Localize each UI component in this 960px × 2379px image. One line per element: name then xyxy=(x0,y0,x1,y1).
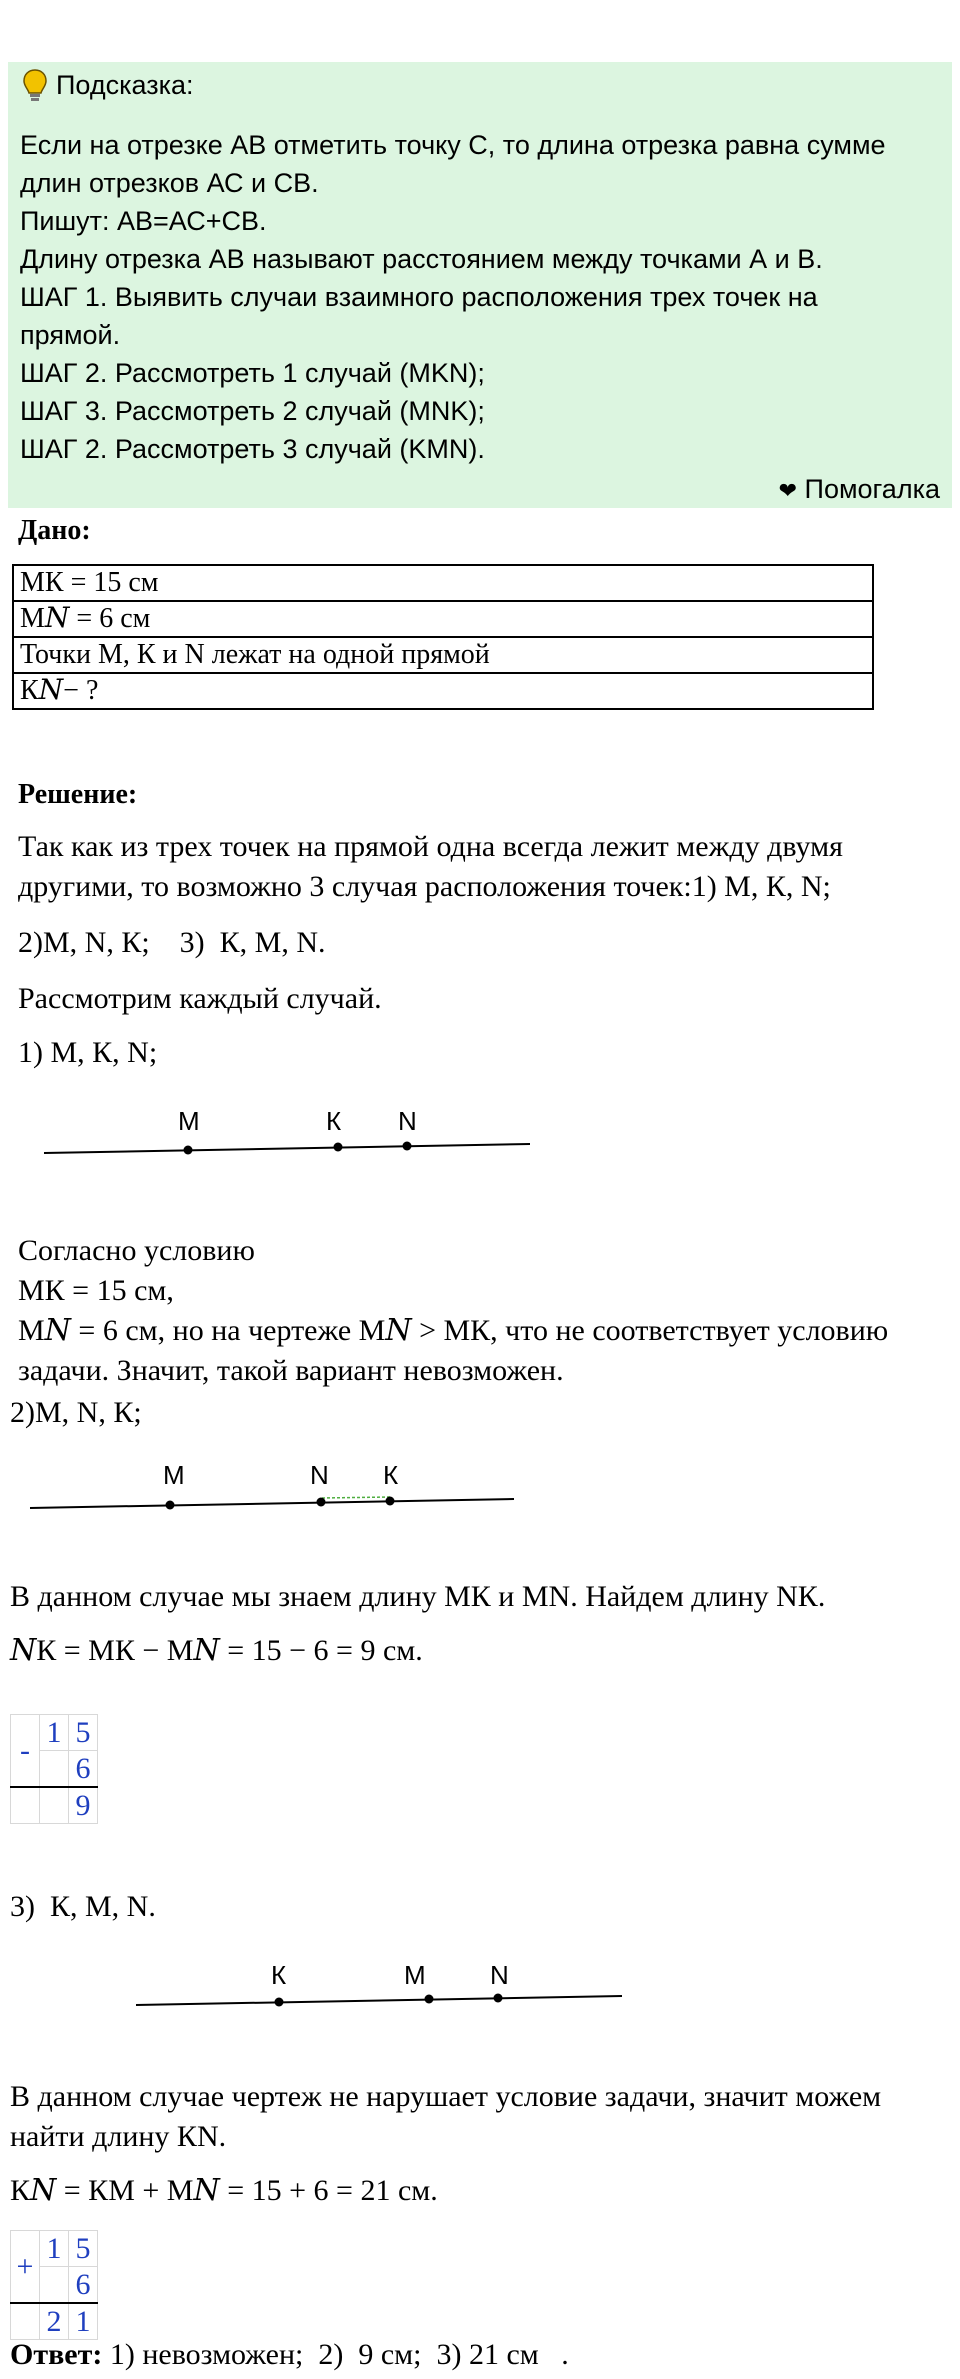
point-marker xyxy=(494,1994,503,2003)
solution-text: Рассмотрим каждый случай. xyxy=(18,982,382,1015)
point-label: К xyxy=(383,1460,399,1490)
point-marker xyxy=(334,1143,343,1152)
calc-digit: 6 xyxy=(69,1751,98,1788)
term-distance: расстоянием xyxy=(382,244,545,274)
step-label: ШАГ 2. xyxy=(20,358,108,388)
case3-line-diagram xyxy=(134,1950,634,2010)
point-marker xyxy=(425,1995,434,2004)
calc-digit: 5 xyxy=(69,2231,98,2267)
table-cell: К𝑁− ? xyxy=(13,673,873,709)
point-label: N xyxy=(490,1960,509,1990)
point-label: N xyxy=(398,1106,417,1136)
solution-text: МК = 15 см, xyxy=(18,1274,174,1307)
step-text: Рассмотреть 1 случай (MKN); xyxy=(107,358,485,388)
calc-digit: 2 xyxy=(40,2303,69,2340)
answer-text: 1) невозможен; 2) 9 см; 3) 21 см . xyxy=(102,2338,569,2371)
hint-step xyxy=(20,354,485,392)
case1-line-diagram xyxy=(40,1100,540,1160)
calc-digit: 6 xyxy=(69,2267,98,2304)
step-text: Рассмотреть 2 случай (MNK); xyxy=(107,396,485,426)
solution-text: Согласно условию xyxy=(18,1234,255,1267)
step-label: ШАГ 1. xyxy=(20,282,108,312)
case3-label: 3) К, М, N. xyxy=(10,1890,156,1923)
calc-digit: 5 xyxy=(69,1715,98,1751)
point-marker xyxy=(317,1498,326,1507)
solution-text: найти длину КN. xyxy=(10,2120,227,2153)
given-table xyxy=(12,564,874,710)
point-marker xyxy=(184,1146,193,1155)
hint-title: Подсказка: xyxy=(56,70,194,100)
case3-formula: К𝑁 = КМ + М𝑁 = 15 + 6 = 21 см. xyxy=(10,2174,438,2207)
solution-text: 2)М, N, К; 3) К, М, N. xyxy=(18,926,326,959)
case2-label: 2)М, N, К; xyxy=(10,1396,142,1429)
calc-row xyxy=(11,1787,98,1824)
solution-text: М𝑁 = 6 см, но на чертеже М𝑁 > МК, что не соответствует условию xyxy=(18,1314,889,1347)
table-cell: М𝑁 = 6 см xyxy=(13,601,873,637)
point-label: M xyxy=(163,1460,185,1490)
hint-distance-line xyxy=(20,240,823,278)
solution-text: другими, то возможно 3 случая расположения точек:1) М, К, N; xyxy=(18,870,831,903)
calc-digit xyxy=(11,1787,40,1824)
point-label: M xyxy=(178,1106,200,1136)
hint-line: Если на отрезке АВ отметить точку С, то длина отрезка равна сумме xyxy=(20,130,886,160)
calc-digit xyxy=(40,1751,69,1788)
calc-operator: + xyxy=(11,2231,40,2304)
solution-text: задачи. Значит, такой вариант невозможен. xyxy=(18,1354,564,1387)
subtraction-calculation xyxy=(10,1714,98,1824)
table-row xyxy=(13,601,873,637)
hint-step xyxy=(20,278,818,316)
calc-digit: 1 xyxy=(40,2231,69,2267)
addition-calculation xyxy=(10,2230,98,2340)
calc-digit xyxy=(40,1787,69,1824)
hint-footer-link[interactable] xyxy=(779,470,940,510)
step-text: Рассмотреть 3 случай (KMN). xyxy=(107,434,485,464)
answer-label: Ответ: xyxy=(10,2338,103,2371)
step-label: ШАГ 2. xyxy=(20,434,108,464)
solution-text: В данном случае мы знаем длину МК и MN. Найдем длину NК. xyxy=(10,1580,826,1613)
hint-line: длин отрезков АС и СВ. xyxy=(20,168,319,198)
table-cell: МК = 15 см xyxy=(13,565,873,601)
point-label: N xyxy=(310,1460,329,1490)
calc-digit xyxy=(11,2303,40,2340)
calc-row xyxy=(11,2303,98,2340)
table-row xyxy=(13,673,873,709)
calc-digit: 1 xyxy=(69,2303,98,2340)
given-heading: Дано: xyxy=(18,515,91,546)
point-marker xyxy=(275,1998,284,2007)
calc-digit: 1 xyxy=(40,1715,69,1751)
lightbulb-icon xyxy=(22,68,48,104)
table-row xyxy=(13,565,873,601)
table-cell: Точки М, К и N лежат на одной прямой xyxy=(13,637,873,673)
answer-line xyxy=(10,2336,569,2374)
calc-digit: 9 xyxy=(69,1787,98,1824)
hint-step xyxy=(20,316,120,354)
point-label: К xyxy=(326,1106,342,1136)
point-label: M xyxy=(404,1960,426,1990)
point-marker xyxy=(403,1142,412,1151)
hint-box xyxy=(8,62,952,508)
case2-line-diagram xyxy=(28,1456,528,1516)
calc-row xyxy=(11,1715,98,1751)
table-row xyxy=(13,637,873,673)
text-part: между точками А и В. xyxy=(544,244,823,274)
calc-digit xyxy=(40,2267,69,2304)
calc-row xyxy=(11,2231,98,2267)
solution-heading: Решение: xyxy=(18,779,138,810)
point-marker xyxy=(386,1497,395,1506)
case1-label: 1) М, К, N; xyxy=(18,1036,158,1069)
case2-formula: 𝑁К = МК − М𝑁 = 15 − 6 = 9 см. xyxy=(10,1634,423,1667)
point-label: К xyxy=(271,1960,287,1990)
solution-text: В данном случае чертеж не нарушает условие задачи, значит можем xyxy=(10,2080,882,2113)
calc-operator: - xyxy=(11,1715,40,1788)
hint-step xyxy=(20,392,485,430)
step-text: прямой. xyxy=(20,320,121,350)
hint-line: Пишут: АВ=АС+СВ. xyxy=(20,206,267,236)
hint-step xyxy=(20,430,485,468)
point-marker xyxy=(166,1501,175,1510)
heart-icon: ❤ xyxy=(778,478,798,503)
solution-text: Так как из трех точек на прямой одна всегда лежит между двумя xyxy=(18,830,843,863)
hint-footer-label: Помогалка xyxy=(804,474,940,504)
step-label: ШАГ 3. xyxy=(20,396,108,426)
text-part: Длину отрезка АВ называют xyxy=(20,244,383,274)
step-text: Выявить случаи взаимного расположения трех точек на xyxy=(107,282,818,312)
